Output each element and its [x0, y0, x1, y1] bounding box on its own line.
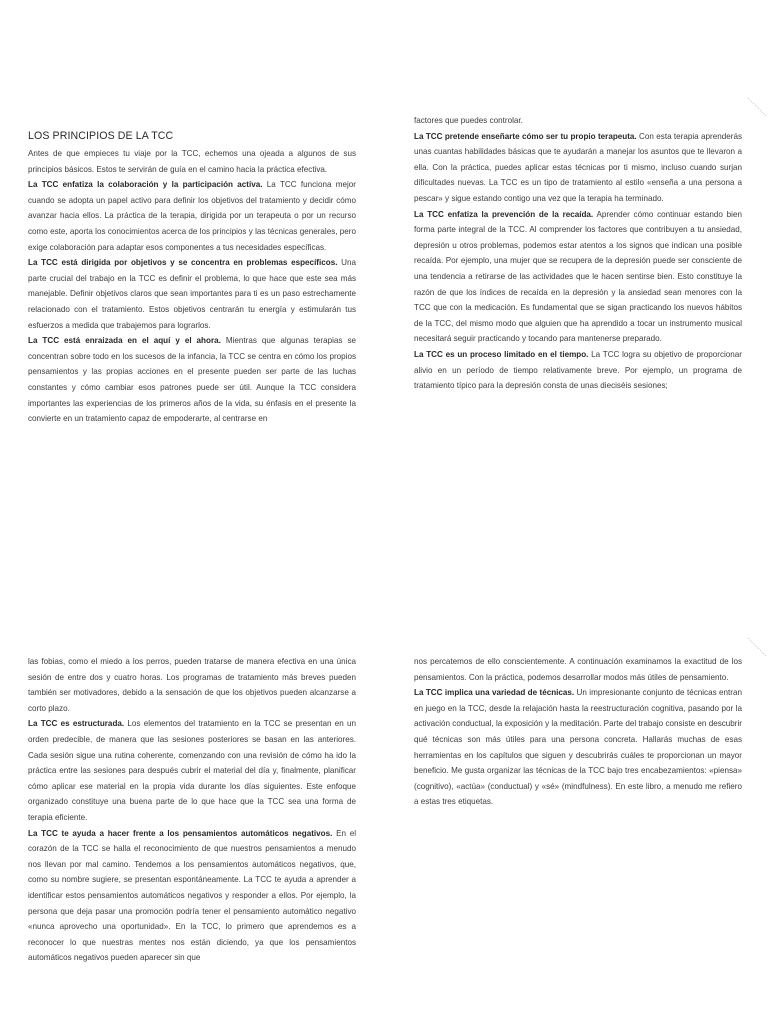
paragraph-text: La TCC funciona mejor cuando se adopta un papel activo para definir los objetivos del tratamiento y decidir cómo avanzar hacia ellos. La práctica de la terapia, dirigida por un terapeuta o por un recurso como este, aporta los conocimientos acerca de los principios y las técnicas generales, pero exige colaboración para adaptar esos componentes a tus necesidades específicas. — [28, 180, 356, 252]
paragraph — [28, 333, 356, 427]
paragraph — [414, 113, 742, 129]
paragraph-list — [414, 113, 742, 394]
paragraph-lead: La TCC enfatiza la colaboración y la participación activa. — [28, 180, 263, 190]
paragraph — [28, 146, 356, 177]
paragraph-text: Aprender cómo continuar estando bien forma parte integral de la TCC. Al comprender los factores que contribuyen a tu ansiedad, depresión u otros problemas, podemos estar atentos a los signos que indican una posible recaída. Por ejemplo, una mujer que se recupera de la depresión puede ser consciente de una tendencia a retirarse de las actividades que le hacen sentirse bien. Esto constituye la razón de que los índices de recaída en la depresión y la ansiedad sean menores con la TCC que con la medicación. Es fundamental que se sigan practicando los nuevos hábitos de la TCC, del mismo modo que alguien que ha aprendido a tocar un instrumento musical necesitará seguir practicando y tocando para mantenerse preparado. — [414, 209, 742, 344]
paragraph-list — [28, 146, 356, 427]
paragraph — [414, 347, 742, 394]
paragraph-text: Mientras que algunas terapias se concentran sobre todo en los sucesos de la infancia, la TCC se centra en cómo los propios pensamientos y las propias acciones en el presente pueden ser parte de las luchas constantes y cómo cambiar esos patrones puede ser útil. Aunque la TCC considera importantes las experiencias de los primeros años de la vida, su énfasis en el presente la convierte en un tratamiento capaz de empoderarte, al centrarse en — [28, 336, 356, 424]
paragraph-lead: La TCC está dirigida por objetivos y se concentra en problemas específicos. — [28, 258, 338, 268]
paragraph-text: En el corazón de la TCC se halla el reconocimiento de que nuestros pensamientos a menudo nos llevan por mal camino. Tendemos a los pensamientos automáticos negativos, que, como su nombre sugiere, se presentan espontáneamente. La TCC te ayuda a aprender a identificar estos pensamientos automáticos negativos y responder a ellos. Por ejemplo, la persona que deja pasar una promoción podría tener el pensamiento automático negativo «nunca aprovecho una oportunidad». En la TCC, lo primero que aprendemos es a reconocer lo que nuestras mentes nos están diciendo, ya que los pensamientos automáticos negativos pueden aparecer sin que — [28, 828, 357, 963]
paragraph-lead: La TCC es un proceso limitado en el tiempo. — [414, 349, 589, 359]
bottom-right-column — [414, 654, 742, 810]
page-bottom — [0, 512, 768, 1024]
paragraph — [28, 654, 356, 716]
section-heading: LOS PRINCIPIOS DE LA TCC — [28, 130, 174, 142]
paragraph-list — [414, 654, 742, 810]
paragraph-text: Antes de que empieces tu viaje por la TCC, echemos una ojeada a algunos de sus principios básicos. Estos te servirán de guía en el camino hacia la práctica efectiva. — [28, 149, 356, 174]
paragraph-lead: La TCC pretende enseñarte cómo ser tu propio terapeuta. — [414, 131, 637, 141]
page-corner-icon — [746, 96, 768, 118]
paragraph — [28, 826, 356, 966]
top-right-column — [414, 113, 742, 394]
paragraph-text: Una parte crucial del trabajo en la TCC es definir el problema, lo que hace que este sea más manejable. Definir objetivos claros que sean importantes para ti es un paso estrechamente relacionado con el tratamiento. Estos objetivos centrarán tu energía y estimularán tus esfuerzos a medida que trabajemos para lograrlos. — [28, 258, 356, 330]
paragraph-list — [28, 654, 356, 966]
top-left-column — [28, 128, 356, 427]
paragraph-text: Los elementos del tratamiento en la TCC se presentan en un orden predecible, de manera que las sesiones posteriores se basan en las anteriores. Cada sesión sigue una rutina coherente, comenzando con una revisión de cómo ha ido la práctica entre las sesiones para después cubrir el material del día y, finalmente, planificar cómo aplicar ese material en la propia vida durante los días siguientes. Este enfoque organizado constituye una buena parte de lo que hace que la TCC sea una forma de terapia eficiente. — [28, 719, 356, 822]
paragraph-text: nos percatemos de ello conscientemente. A continuación examinamos la exactitud de los pensamientos. Con la práctica, podemos desarrollar modos más útiles de pensamiento. — [414, 657, 742, 682]
paragraph-text: factores que puedes controlar. — [414, 116, 523, 125]
paragraph — [414, 129, 742, 207]
paragraph — [28, 177, 356, 255]
bottom-left-column — [28, 654, 356, 966]
paragraph — [414, 654, 742, 685]
paragraph — [28, 716, 356, 825]
paragraph — [414, 685, 742, 810]
paragraph-text: Con esta terapia aprenderás unas cuantas habilidades básicas que te ayudarán a manejar los asuntos que te llevaron a ella. Con la práctica, puedes aplicar estas técnicas por ti mismo, incluso cuando surjan dificultades nuevas. La TCC es un tipo de tratamiento al estilo «enseña a una persona a pescar» y sigue estando contigo una vez que la terapia ha terminado. — [414, 131, 742, 203]
paragraph-lead: La TCC te ayuda a hacer frente a los pensamientos automáticos negativos. — [28, 828, 333, 838]
paragraph-text: La TCC logra su objetivo de proporcionar alivio en un período de tiempo relativamente breve. Por ejemplo, un programa de tratamiento típico para la depresión consta de unas dieciséis sesiones; — [414, 349, 742, 391]
paragraph — [28, 255, 356, 333]
page-corner-icon — [746, 636, 768, 658]
paragraph-text: las fobias, como el miedo a los perros, pueden tratarse de manera efectiva en una única sesión de entre dos y cuatro horas. Los programas de tratamiento más breves pueden también ser motivadores, debido a la sensación de que los objetivos pueden alcanzarse a corto plazo. — [28, 657, 356, 713]
paragraph-lead: La TCC enfatiza la prevención de la recaída. — [414, 209, 594, 219]
paragraph-lead: La TCC es estructurada. — [28, 719, 125, 729]
paragraph-lead: La TCC implica una variedad de técnicas. — [414, 688, 575, 698]
paragraph-text: Un impresionante conjunto de técnicas entran en juego en la TCC, desde la relajación hasta la reestructuración cognitiva, pasando por la activación conductual, la exposición y la meditación. Parte del trabajo consiste en descubrir qué técnicas son más útiles para una persona concreta. Hallarás muchas de esas herramientas en los capítulos que siguen y descubrirás cuáles te proporcionan un mayor beneficio. Me gusta organizar las técnicas de la TCC bajo tres encabezamientos: «piensa» (cognitivo), «actúa» (conductual) y «sé» (mindfulness). En este libro, a menudo me refiero a estas tres etiquetas. — [414, 688, 742, 807]
paragraph — [414, 207, 742, 347]
paragraph-lead: La TCC está enraizada en el aquí y el ahora. — [28, 336, 221, 346]
